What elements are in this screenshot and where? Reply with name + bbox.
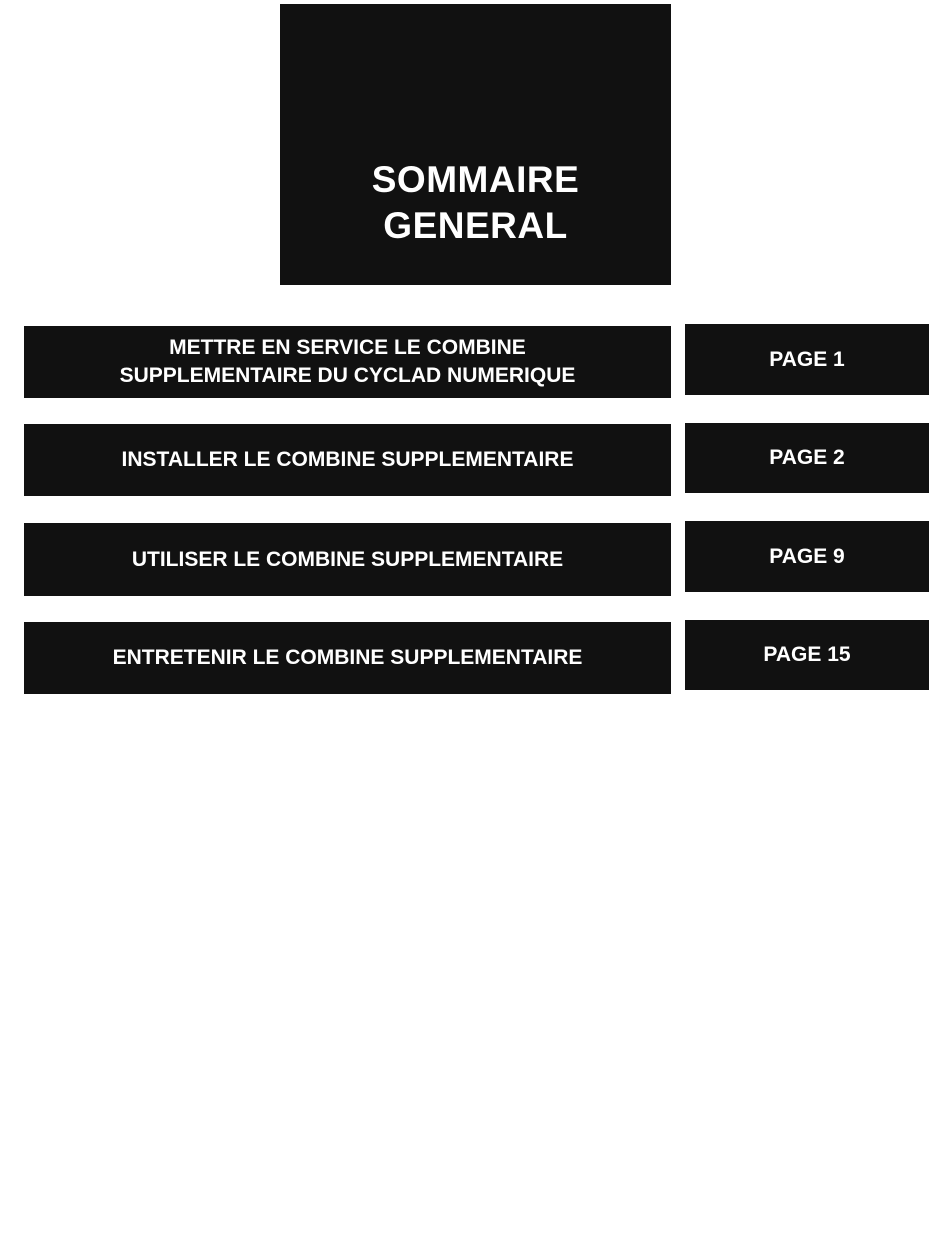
toc-section-4: [24, 622, 671, 694]
toc-section-1: [24, 326, 671, 398]
toc-section-3-label: UTILISER LE COMBINE SUPPLEMENTAIRE: [131, 547, 564, 571]
toc-section-2-label: INSTALLER LE COMBINE SUPPLEMENTAIRE: [121, 448, 574, 471]
title-line-2: GENERAL: [383, 205, 568, 246]
toc-section-2: [24, 424, 671, 496]
toc-section-1-line-2: SUPPLEMENTAIRE DU CYCLAD NUMERIQUE: [119, 364, 576, 387]
toc-page-2: PAGE 2: [685, 423, 929, 493]
toc-section-1-line-1: METTRE EN SERVICE LE COMBINE: [169, 336, 526, 359]
title-line-1: SOMMAIRE: [371, 159, 580, 200]
toc-page-3: PAGE 9: [685, 521, 929, 592]
toc-section-4-label: ENTRETENIR LE COMBINE SUPPLEMENTAIRE: [112, 646, 583, 669]
toc-page-1: PAGE 1: [685, 324, 929, 395]
toc-section-3: [24, 523, 671, 596]
toc-page-4: PAGE 15: [685, 620, 929, 690]
title-block: [280, 4, 671, 285]
